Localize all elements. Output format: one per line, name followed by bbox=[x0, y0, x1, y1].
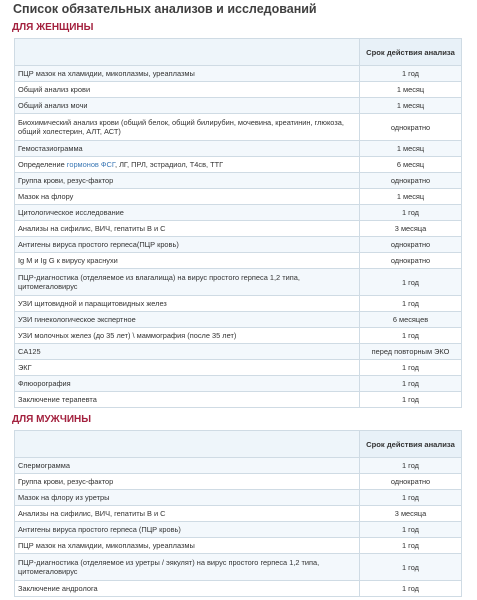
test-name: УЗИ щитовидной и паращитовидных желез bbox=[15, 296, 360, 312]
test-name: Спермограмма bbox=[15, 458, 360, 474]
table-row bbox=[15, 506, 462, 522]
table-header-row bbox=[15, 431, 462, 458]
validity-term: 1 год bbox=[360, 538, 462, 554]
page-title: Список обязательных анализов и исследований bbox=[13, 2, 317, 16]
table-row bbox=[15, 296, 462, 312]
validity-term: 1 год bbox=[360, 392, 462, 408]
table-row bbox=[15, 157, 462, 173]
test-name: Ig M и Ig G к вирусу краснухи bbox=[15, 253, 360, 269]
test-name: УЗИ гинекологическое экспертное bbox=[15, 312, 360, 328]
men-tests-table bbox=[14, 430, 462, 597]
table-row bbox=[15, 360, 462, 376]
table-row bbox=[15, 141, 462, 157]
test-name: Заключение терапевта bbox=[15, 392, 360, 408]
validity-term: 3 месяца bbox=[360, 221, 462, 237]
table-header-row bbox=[15, 39, 462, 66]
validity-term: 1 год bbox=[360, 269, 462, 296]
table-row bbox=[15, 538, 462, 554]
test-name-text: Определение bbox=[18, 160, 67, 169]
validity-term: 6 месяцев bbox=[360, 312, 462, 328]
table-row bbox=[15, 237, 462, 253]
validity-term: 1 месяц bbox=[360, 82, 462, 98]
table-row bbox=[15, 376, 462, 392]
table-row bbox=[15, 522, 462, 538]
validity-term: однократно bbox=[360, 474, 462, 490]
test-name: Антигены вируса простого герпеса(ПЦР кровь) bbox=[15, 237, 360, 253]
validity-term: 1 месяц bbox=[360, 141, 462, 157]
validity-term: 1 год bbox=[360, 205, 462, 221]
test-name: ПЦР мазок на хламидии, микоплазмы, уреаплазмы bbox=[15, 538, 360, 554]
table-row bbox=[15, 221, 462, 237]
test-name-text: , ЛГ, ПРЛ, эстрадиол, Т4св, ТТГ bbox=[114, 160, 224, 169]
test-name: Анализы на сифилис, ВИЧ, гепатиты В и С bbox=[15, 221, 360, 237]
test-name: Общий анализ мочи bbox=[15, 98, 360, 114]
table-row bbox=[15, 173, 462, 189]
table-row bbox=[15, 114, 462, 141]
table-header-term: Срок действия анализа bbox=[360, 431, 462, 458]
test-name: ПЦР-диагностика (отделяемое из влагалища) на вирус простого герпеса 1,2 типа, цитомегаловирус bbox=[15, 269, 360, 296]
table-row bbox=[15, 581, 462, 597]
table-row bbox=[15, 205, 462, 221]
test-name: ПЦР мазок на хламидии, микоплазмы, уреаплазмы bbox=[15, 66, 360, 82]
test-name: Группа крови, резус-фактор bbox=[15, 474, 360, 490]
validity-term: однократно bbox=[360, 173, 462, 189]
table-row bbox=[15, 189, 462, 205]
validity-term: 1 месяц bbox=[360, 189, 462, 205]
table-header-name bbox=[15, 39, 360, 66]
section-heading-men: ДЛЯ МУЖЧИНЫ bbox=[12, 414, 92, 425]
test-name: Антигены вируса простого герпеса (ПЦР кровь) bbox=[15, 522, 360, 538]
test-name: Цитологическое исследование bbox=[15, 205, 360, 221]
hormones-link[interactable]: гормонов ФСГ bbox=[66, 160, 115, 169]
validity-term: 1 год bbox=[360, 328, 462, 344]
validity-term: 1 год bbox=[360, 522, 462, 538]
table-header-term: Срок действия анализа bbox=[360, 39, 462, 66]
test-name: Анализы на сифилис, ВИЧ, гепатиты В и С bbox=[15, 506, 360, 522]
table-header-name bbox=[15, 431, 360, 458]
table-row bbox=[15, 253, 462, 269]
test-name: Группа крови, резус-фактор bbox=[15, 173, 360, 189]
table-row bbox=[15, 98, 462, 114]
validity-term: однократно bbox=[360, 237, 462, 253]
validity-term: однократно bbox=[360, 114, 462, 141]
test-name: УЗИ молочных желез (до 35 лет) \ маммография (после 35 лет) bbox=[15, 328, 360, 344]
section-heading-women: ДЛЯ ЖЕНЩИНЫ bbox=[12, 22, 94, 33]
validity-term: 1 месяц bbox=[360, 98, 462, 114]
test-name bbox=[15, 157, 360, 173]
table-row bbox=[15, 66, 462, 82]
validity-term: 1 год bbox=[360, 360, 462, 376]
validity-term: 3 месяца bbox=[360, 506, 462, 522]
table-row bbox=[15, 269, 462, 296]
test-name: Мазок на флору из уретры bbox=[15, 490, 360, 506]
table-row bbox=[15, 392, 462, 408]
test-name: Заключение андролога bbox=[15, 581, 360, 597]
table-row bbox=[15, 474, 462, 490]
validity-term: 1 год bbox=[360, 376, 462, 392]
validity-term: 1 год bbox=[360, 296, 462, 312]
validity-term: 1 год bbox=[360, 554, 462, 581]
validity-term: 1 год bbox=[360, 66, 462, 82]
validity-term: однократно bbox=[360, 253, 462, 269]
test-name: ПЦР-диагностика (отделяемое из уретры / эякулят) на вирус простого герпеса 1,2 типа, цитомегаловирус bbox=[15, 554, 360, 581]
validity-term: 1 год bbox=[360, 581, 462, 597]
women-tests-table bbox=[14, 38, 462, 408]
validity-term: перед повторным ЭКО bbox=[360, 344, 462, 360]
table-row bbox=[15, 554, 462, 581]
table-row bbox=[15, 82, 462, 98]
table-row bbox=[15, 312, 462, 328]
table-row bbox=[15, 490, 462, 506]
test-name: Флюорография bbox=[15, 376, 360, 392]
test-name: CA125 bbox=[15, 344, 360, 360]
validity-term: 1 год bbox=[360, 490, 462, 506]
validity-term: 1 год bbox=[360, 458, 462, 474]
table-row bbox=[15, 344, 462, 360]
table-row bbox=[15, 328, 462, 344]
test-name: ЭКГ bbox=[15, 360, 360, 376]
test-name: Мазок на флору bbox=[15, 189, 360, 205]
test-name: Общий анализ крови bbox=[15, 82, 360, 98]
table-row bbox=[15, 458, 462, 474]
test-name: Биохимический анализ крови (общий белок, общий билирубин, мочевина, креатинин, глюкоза, общий холестерин, АЛТ, АСТ) bbox=[15, 114, 360, 141]
validity-term: 6 месяц bbox=[360, 157, 462, 173]
test-name: Гемостазиограмма bbox=[15, 141, 360, 157]
